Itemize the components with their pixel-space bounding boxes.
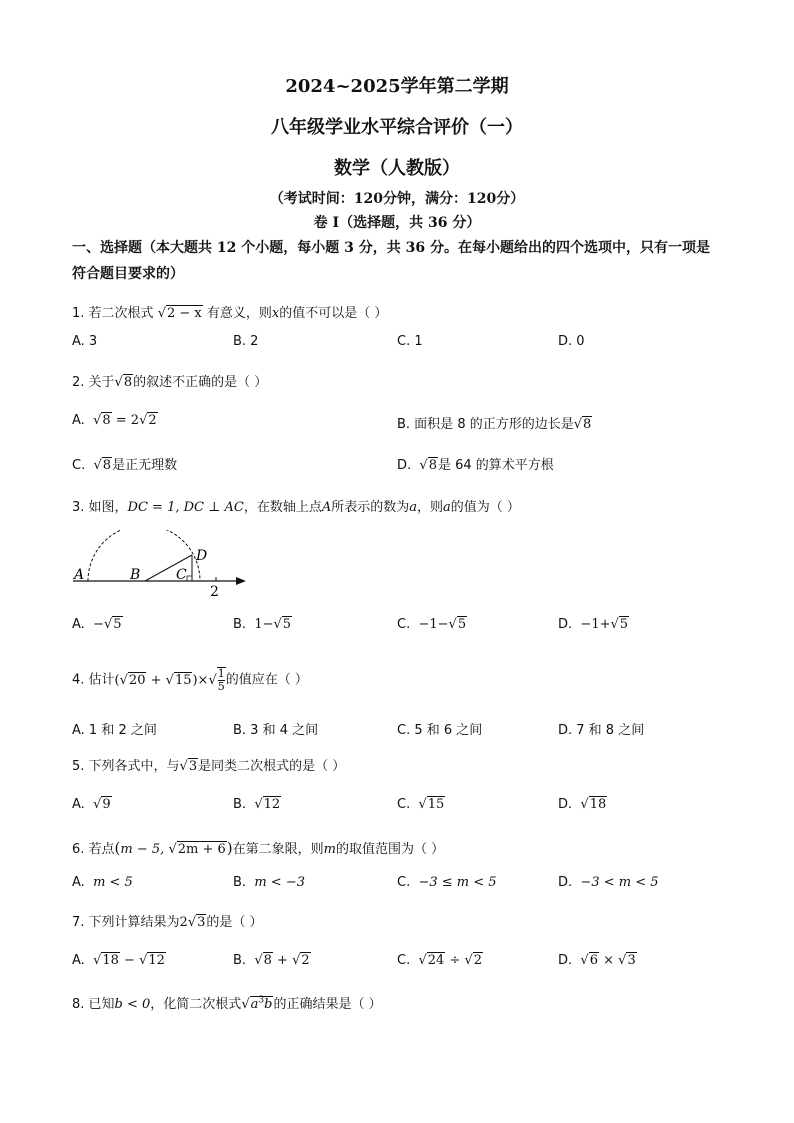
q6-option-d[interactable] xyxy=(558,875,659,890)
q3-c-expr: −1− xyxy=(418,617,449,632)
q2-a-radicand: 8 xyxy=(102,413,111,428)
question-8 xyxy=(72,993,382,1012)
q5-c-label: C. xyxy=(397,797,411,812)
q2-option-c[interactable]: C. √8是正无理数 xyxy=(72,458,178,473)
q6-text: 6. 若点 xyxy=(72,842,115,857)
q2-option-b[interactable]: B. 面积是 8 的正方形的边长是√8 xyxy=(397,417,592,432)
q7-d-op: × xyxy=(599,953,619,968)
q7-option-a[interactable]: A. √18 − √12 xyxy=(72,953,165,968)
q4-radicand-1: 20 xyxy=(128,672,146,688)
q8-rad-a: a xyxy=(250,997,259,1012)
q7-c-radicand-1: 24 xyxy=(427,953,445,968)
q1-radical: √2 − x xyxy=(157,306,202,321)
q3-option-d[interactable]: D. −1+√5 xyxy=(558,617,629,632)
q6-text-2: 在第二象限，则 xyxy=(232,842,324,857)
q5-tail: 是同类二次根式的是（ ） xyxy=(198,759,346,774)
q3-condition: DC = 1, DC ⊥ AC xyxy=(127,500,244,515)
q6-b-label: B. xyxy=(233,875,247,890)
q7-d-radicand-2: 3 xyxy=(627,953,636,968)
q2-a-radicand-2: 2 xyxy=(148,413,157,428)
q3-tail: 的值为（ ） xyxy=(450,500,520,515)
q1-text: 1. 若二次根式 xyxy=(72,306,154,321)
q6-d-expr: −3 < m < 5 xyxy=(580,875,659,890)
q5-d-radicand: 18 xyxy=(589,797,607,812)
q4-option-d[interactable]: D. 7 和 8 之间 xyxy=(558,723,645,738)
q3-label-D: D xyxy=(196,548,208,564)
q4-open: ( xyxy=(114,672,120,688)
q5-a-label: A. xyxy=(72,797,85,812)
q5-option-d[interactable]: D. √18 xyxy=(558,797,607,812)
q7-coef: 2 xyxy=(179,915,188,930)
q5-text: 5. 下列各式中，与 xyxy=(72,759,180,774)
q1-option-d[interactable]: D. 0 xyxy=(558,334,585,349)
q4-frac-num: 1 xyxy=(217,667,225,680)
exam-year: 2024~2025学年第二学期 xyxy=(285,76,509,97)
q5-b-label: B. xyxy=(233,797,247,812)
question-5: 5. 下列各式中，与√3是同类二次根式的是（ ） xyxy=(72,759,346,774)
q6-open: ( xyxy=(114,839,121,857)
q3-b-radicand: 5 xyxy=(282,617,292,632)
q2-c-label: C. xyxy=(72,458,86,473)
q6-a-label: A. xyxy=(72,875,85,890)
question-7: 7. 下列计算结果为2√3的是（ ） xyxy=(72,915,263,930)
q7-a-label: A. xyxy=(72,953,85,968)
q6-a-expr: m < 5 xyxy=(93,875,133,890)
q4-tail: 的值应在（ ） xyxy=(225,672,308,688)
q6-option-b[interactable] xyxy=(233,875,305,890)
q2-b-label: B. 面积是 8 的正方形的边长是 xyxy=(397,417,574,432)
q5-option-a[interactable]: A. √9 xyxy=(72,797,111,812)
q1-text-2: 有意义，则 xyxy=(206,306,272,321)
q4-close: )× xyxy=(192,672,209,688)
q4-fraction xyxy=(217,667,226,693)
q8-condition: b < 0 xyxy=(114,997,151,1012)
q3-var-A: A xyxy=(321,500,332,515)
q3-label-C: C xyxy=(176,567,187,583)
q2-c-radicand: 8 xyxy=(102,458,112,473)
q3-d-radicand: 5 xyxy=(619,617,629,632)
q8-rad-exp: 3 xyxy=(258,995,265,1006)
q2-b-radicand: 8 xyxy=(583,417,592,432)
q8-text: 8. 已知 xyxy=(72,997,115,1012)
q4-radicand-2: 15 xyxy=(174,672,192,688)
q3-right-angle xyxy=(187,576,192,581)
q3-text-2: ，在数轴上点 xyxy=(243,500,322,515)
q8-text-2: ，化简二次根式 xyxy=(150,997,242,1012)
q7-d-radicand-1: 6 xyxy=(589,953,598,968)
q3-arrow xyxy=(236,577,246,585)
q3-c-label: C. xyxy=(397,617,411,632)
q3-a-radicand: 5 xyxy=(113,617,122,632)
q7-option-d[interactable]: D. √6 × √3 xyxy=(558,953,636,968)
q7-text: 7. 下列计算结果为 xyxy=(72,915,180,930)
q7-b-radicand-1: 8 xyxy=(263,953,272,968)
q3-option-c[interactable]: C. −1−√5 xyxy=(397,617,467,632)
q6-b-expr: m < −3 xyxy=(254,875,305,890)
q2-d-label: D. xyxy=(397,458,412,473)
q1-var: x xyxy=(271,306,280,321)
q3-b-label: B. xyxy=(233,617,247,632)
question-6 xyxy=(72,838,444,857)
q7-a-radicand-1: 18 xyxy=(102,953,119,968)
q3-a-label: A. xyxy=(72,617,85,632)
q4-expression: (√20 + √15)×√ $\frac{1}{5}$ xyxy=(114,667,225,693)
q8-rad-b: b xyxy=(264,997,273,1012)
q3-d-expr: −1+ xyxy=(580,617,611,632)
q6-close: ) xyxy=(226,839,233,857)
q5-option-c[interactable]: C. √15 xyxy=(397,797,445,812)
q4-text: 4. 估计 xyxy=(72,672,115,688)
q7-c-op: ÷ xyxy=(445,953,465,968)
q7-b-radicand-2: 2 xyxy=(301,953,310,968)
q3-var-a: a xyxy=(409,500,417,515)
q3-text-4: ，则 xyxy=(417,500,444,515)
q1-tail: 的值不可以是（ ） xyxy=(279,306,388,321)
q2-option-d[interactable]: D. √8是 64 的算术平方根 xyxy=(397,458,554,473)
q6-c-expr: −3 ≤ m < 5 xyxy=(418,875,497,890)
q7-a-op: − xyxy=(119,953,140,968)
q6-c-label: C. xyxy=(397,875,411,890)
q5-option-b[interactable]: B. √12 xyxy=(233,797,281,812)
q5-c-radicand: 15 xyxy=(427,797,445,812)
q5-d-label: D. xyxy=(558,797,573,812)
q5-a-radicand: 9 xyxy=(102,797,111,812)
q3-d-label: D. xyxy=(558,617,573,632)
q6-point: (m − 5, √2m + 6) xyxy=(114,839,233,857)
q7-option-b[interactable]: B. √8 + √2 xyxy=(233,953,310,968)
q2-tail: 的叙述不正确的是（ ） xyxy=(133,375,268,390)
q7-a-radicand-2: 12 xyxy=(148,953,165,968)
q2-radicand: 8 xyxy=(123,375,133,390)
q3-b-expr: 1− xyxy=(254,617,274,632)
q7-radicand: 3 xyxy=(197,915,206,930)
q3-var-a-2: a xyxy=(443,500,451,515)
section-title: 一、选择题（本大题共 12 个小题，每小题 3 分，共 36 分。在每小题给出的四个选项中，只有一项是符合题目要求的） xyxy=(72,240,710,282)
q4-option-c[interactable]: C. 5 和 6 之间 xyxy=(397,723,483,738)
q6-option-c[interactable] xyxy=(397,875,497,890)
q7-c-radicand-2: 2 xyxy=(473,953,483,968)
q8-tail: 的正确结果是（ ） xyxy=(273,997,382,1012)
q7-b-label: B. xyxy=(233,953,247,968)
q6-radicand: 2m + 6 xyxy=(177,842,226,857)
q2-d-radicand: 8 xyxy=(428,458,437,473)
exam-title: 八年级学业水平综合评价（一） xyxy=(271,117,523,138)
q6-var: m xyxy=(323,842,336,857)
q2-text: 2. 关于 xyxy=(72,375,115,390)
q8-radical: $√a^3b$ xyxy=(241,995,273,1012)
q2-a-eq: = 2 xyxy=(111,413,140,428)
q3-label-A: A xyxy=(74,567,85,583)
q6-d-label: D. xyxy=(558,875,573,890)
q7-c-label: C. xyxy=(397,953,411,968)
q6-tail: 的取值范围为（ ） xyxy=(335,842,445,857)
exam-part: 卷 I（选择题，共 36 分） xyxy=(313,215,481,231)
q3-option-a[interactable]: A. −√5 xyxy=(72,617,122,632)
q1-option-a[interactable]: A. 3 xyxy=(72,334,98,349)
q3-figure xyxy=(68,530,268,598)
q3-option-b[interactable]: B. 1−√5 xyxy=(233,617,292,632)
question-4 xyxy=(72,667,308,693)
q3-text: 3. 如图， xyxy=(72,500,128,515)
q3-label-B: B xyxy=(130,567,141,583)
q4-frac-den: 5 xyxy=(217,680,225,693)
q7-d-label: D. xyxy=(558,953,573,968)
q2-c-text: 是正无理数 xyxy=(112,458,178,473)
q3-c-radicand: 5 xyxy=(457,617,467,632)
q2-d-text: 是 64 的算术平方根 xyxy=(438,458,554,473)
q4-plus: + xyxy=(146,672,166,688)
q4-option-a[interactable]: A. 1 和 2 之间 xyxy=(72,723,157,738)
q3-text-3: 所表示的数为 xyxy=(331,500,410,515)
q7-tail: 的是（ ） xyxy=(206,915,263,930)
q2-a-label: A. xyxy=(72,413,85,428)
q1-option-c[interactable]: C. 1 xyxy=(397,334,423,349)
question-3 xyxy=(72,496,520,515)
q5-b-radicand: 12 xyxy=(263,797,281,812)
q6-option-a[interactable] xyxy=(72,875,133,890)
q7-b-op: + xyxy=(272,953,293,968)
q1-option-b[interactable]: B. 2 xyxy=(233,334,259,349)
q3-a-expr: − xyxy=(93,617,104,632)
question-2 xyxy=(72,371,267,390)
exam-info: （考试时间：120分钟，满分：120分） xyxy=(269,191,525,207)
q2-radical: √8 xyxy=(114,375,133,390)
q3-label-2: 2 xyxy=(210,584,219,598)
q2-option-a[interactable]: A. √8 = 2√2 xyxy=(72,413,157,428)
q6-coord-x: m − 5, xyxy=(120,842,169,857)
q4-option-b[interactable]: B. 3 和 4 之间 xyxy=(233,723,319,738)
exam-subject: 数学（人教版） xyxy=(334,158,460,179)
q5-radicand: 3 xyxy=(188,759,198,774)
q1-radicand: 2 − x xyxy=(166,306,202,321)
question-1 xyxy=(72,302,387,321)
q7-option-c[interactable]: C. √24 ÷ √2 xyxy=(397,953,483,968)
